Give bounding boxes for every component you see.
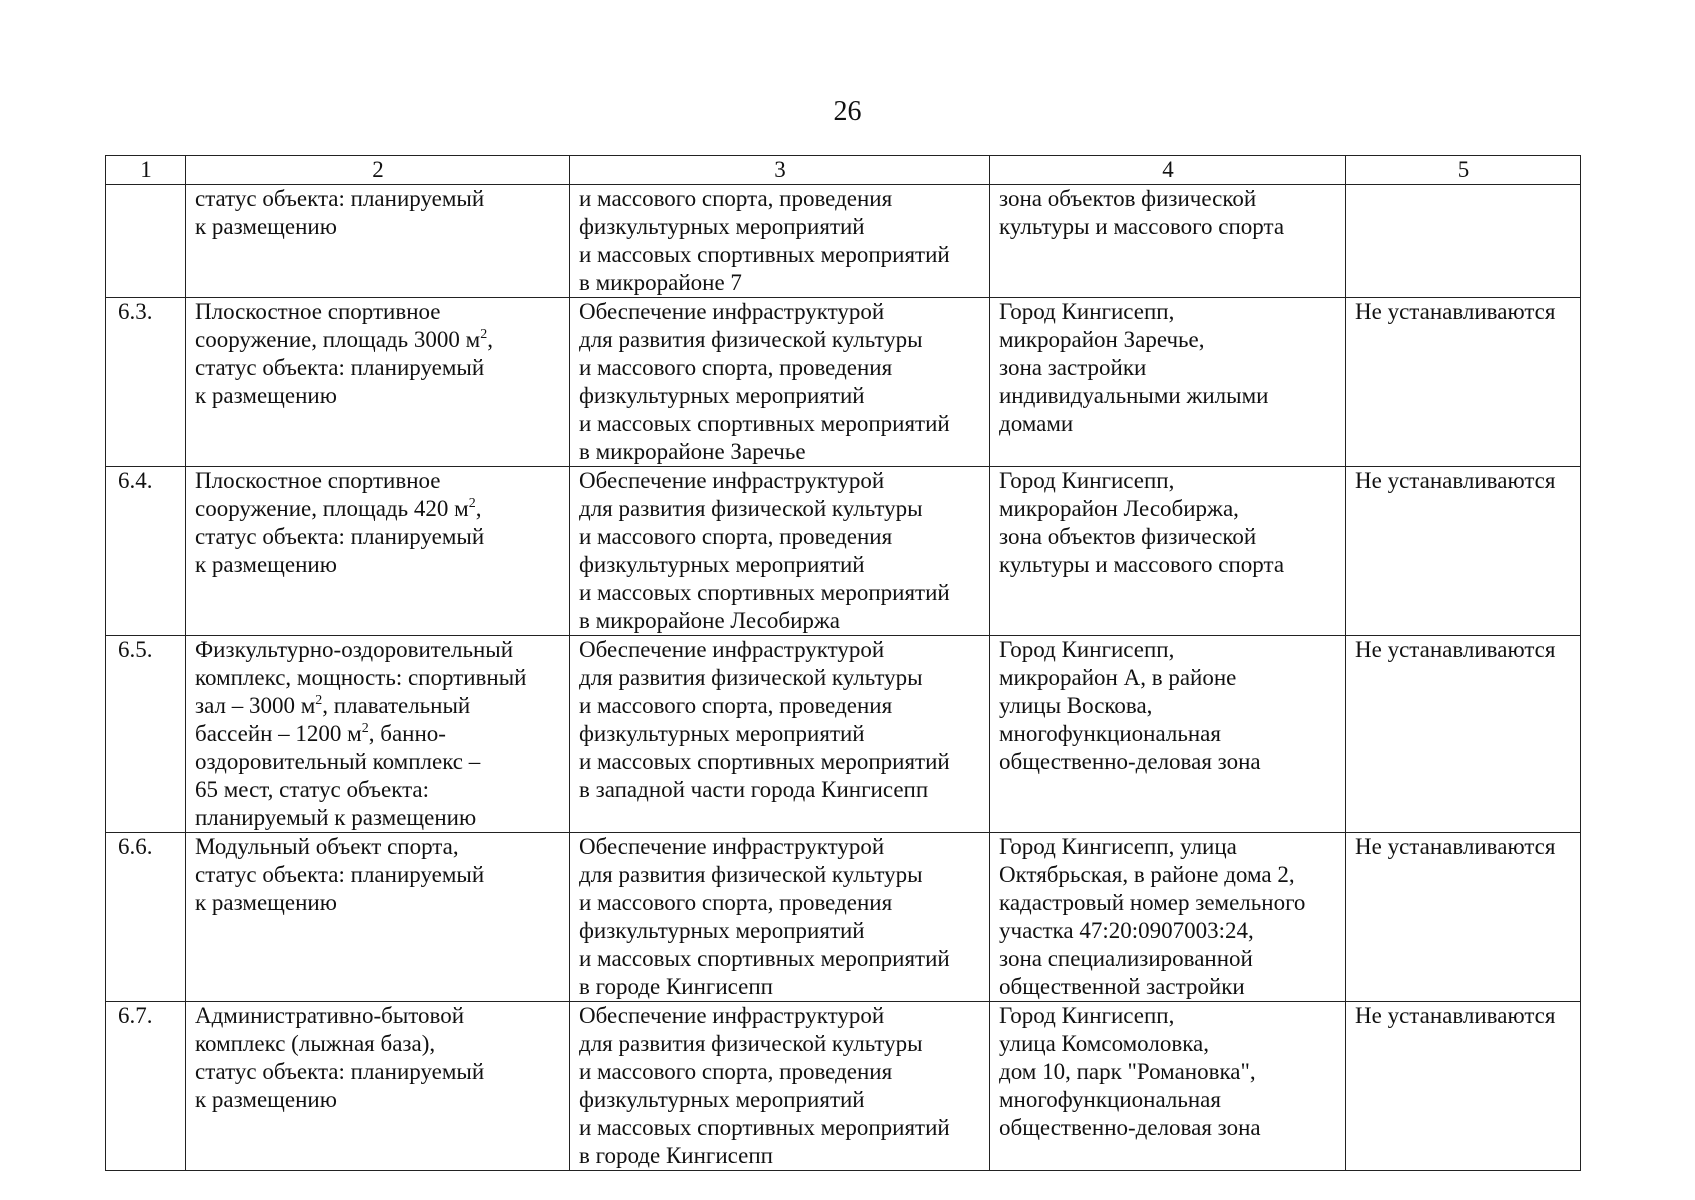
column-header: 1 [106,156,186,185]
object-cell: Административно-бытовой комплекс (лыжная база), статус объекта: планируемый к размещению [186,1002,570,1171]
table-row [106,185,1581,298]
table-row [106,636,1581,833]
column-header: 4 [990,156,1346,185]
zones-cell: Не устанавливаются [1346,298,1581,467]
zones-cell: Не устанавливаются [1346,467,1581,636]
object-cell [186,298,570,467]
object-text: Физкультурно-оздоровительный комплекс, мощность: спортивный зал – 3000 м [195,637,527,718]
object-cell: Модульный объект спорта, статус объекта: планируемый к размещению [186,833,570,1002]
zones-cell [1346,185,1581,298]
object-text: Плоскостное спортивное сооружение, площадь 420 м [195,468,469,521]
column-header: 3 [570,156,990,185]
object-cell [186,467,570,636]
object-text: , плавательный бассейн – 1200 м [195,693,471,746]
column-header: 5 [1346,156,1581,185]
row-number-cell: 6.3. [106,298,186,467]
zones-cell: Не устанавливаются [1346,636,1581,833]
purpose-cell: и массового спорта, проведения физкультурных мероприятий и массовых спортивных мероприятий в микрорайоне 7 [570,185,990,298]
superscript: 2 [468,496,476,511]
table-row [106,298,1581,467]
purpose-cell: Обеспечение инфраструктурой для развития физической культуры и массового спорта, проведения физкультурных мероприятий и массовых спортивных мероприятий в городе Кингисепп [570,833,990,1002]
table-header-row [106,156,1581,185]
object-cell [186,636,570,833]
superscript: 2 [361,721,369,736]
table-row [106,1002,1581,1171]
purpose-cell: Обеспечение инфраструктурой для развития физической культуры и массового спорта, проведения физкультурных мероприятий и массовых спортивных мероприятий в микрорайоне Заречье [570,298,990,467]
table-row [106,467,1581,636]
row-number-cell: 6.6. [106,833,186,1002]
purpose-cell: Обеспечение инфраструктурой для развития физической культуры и массового спорта, проведения физкультурных мероприятий и массовых спортивных мероприятий в микрорайоне Лесобиржа [570,467,990,636]
object-text: , статус объекта: планируемый к размещению [195,496,485,577]
document-table [105,155,1581,1171]
purpose-cell: Обеспечение инфраструктурой для развития физической культуры и массового спорта, проведения физкультурных мероприятий и массовых спортивных мероприятий в западной части города Кингисепп [570,636,990,833]
column-header: 2 [186,156,570,185]
superscript: 2 [480,327,488,342]
row-number-cell: 6.7. [106,1002,186,1171]
table-row [106,833,1581,1002]
object-text: , банно- оздоровительный комплекс – 65 мест, статус объекта: планируемый к размещению [195,721,481,830]
object-text: Плоскостное спортивное сооружение, площадь 3000 м [195,299,481,352]
row-number-cell: 6.5. [106,636,186,833]
location-cell: Город Кингисепп, микрорайон Лесобиржа, зона объектов физической культуры и массового спорта [990,467,1346,636]
object-text: , статус объекта: планируемый к размещению [195,327,493,408]
object-cell: статус объекта: планируемый к размещению [186,185,570,298]
location-cell: Город Кингисепп, улица Комсомоловка, дом 10, парк "Романовка", многофункциональная общественно-деловая зона [990,1002,1346,1171]
page-number: 26 [833,96,862,127]
location-cell: Город Кингисепп, микрорайон А, в районе улицы Воскова, многофункциональная общественно-деловая зона [990,636,1346,833]
row-number-cell: 6.4. [106,467,186,636]
location-cell: Город Кингисепп, микрорайон Заречье, зона застройки индивидуальными жилыми домами [990,298,1346,467]
purpose-cell: Обеспечение инфраструктурой для развития физической культуры и массового спорта, проведения физкультурных мероприятий и массовых спортивных мероприятий в городе Кингисепп [570,1002,990,1171]
zones-cell: Не устанавливаются [1346,833,1581,1002]
location-cell: Город Кингисепп, улица Октябрьская, в районе дома 2, кадастровый номер земельного участка 47:20:0907003:24, зона специализированной общественной застройки [990,833,1346,1002]
superscript: 2 [315,693,323,708]
location-cell: зона объектов физической культуры и массового спорта [990,185,1346,298]
zones-cell: Не устанавливаются [1346,1002,1581,1171]
row-number-cell [106,185,186,298]
